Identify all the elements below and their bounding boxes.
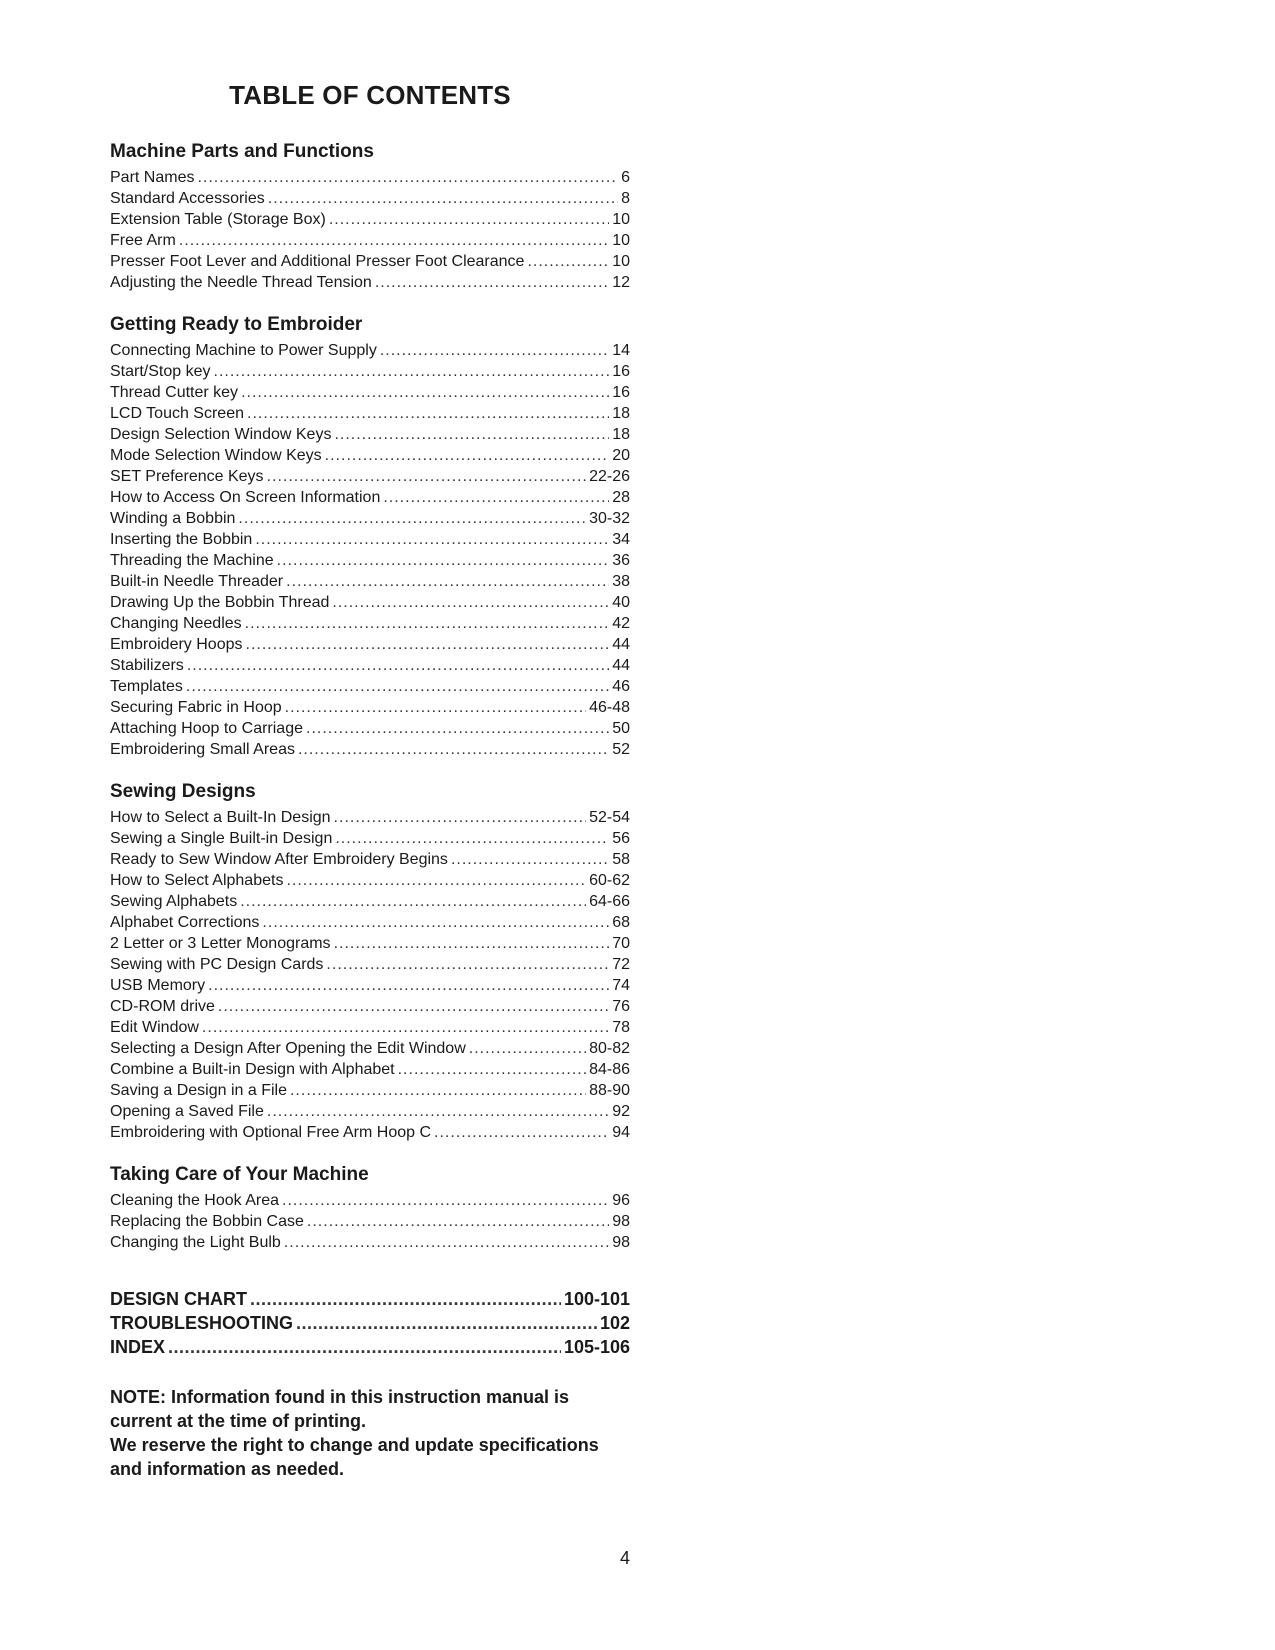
note-line-1: NOTE: Information found in this instruction manual is current at the time of printing. (110, 1387, 569, 1431)
toc-entry (110, 870, 630, 891)
section-heading: Taking Care of Your Machine (110, 1164, 369, 1185)
toc-entry-label: Standard Accessories (110, 190, 265, 207)
toc-entry (110, 445, 630, 466)
dot-leader (298, 739, 609, 760)
table-of-contents (110, 140, 630, 1481)
toc-entry-page: 44 (612, 657, 630, 674)
dot-leader (277, 550, 610, 571)
toc-entry-page: 52 (612, 741, 630, 758)
toc-entry-label: Opening a Saved File (110, 1103, 264, 1120)
dot-leader (245, 613, 610, 634)
toc-entry (110, 1059, 630, 1080)
toc-entry-label: Free Arm (110, 232, 176, 249)
dot-leader (306, 718, 609, 739)
toc-entry (110, 1017, 630, 1038)
dot-leader (250, 1287, 561, 1311)
toc-entry-label: Stabilizers (110, 657, 184, 674)
toc-entry-page: 68 (612, 914, 630, 931)
toc-entry-page: 10 (612, 211, 630, 228)
toc-entry-page: 80-82 (589, 1040, 630, 1057)
dot-leader (469, 1038, 586, 1059)
toc-entry-label: Sewing Alphabets (110, 893, 238, 910)
toc-entry (110, 466, 630, 487)
dot-leader (334, 933, 610, 954)
toc-entry-page: 52-54 (589, 809, 630, 826)
toc-entry (110, 1101, 630, 1122)
toc-entry-page: 42 (612, 615, 630, 632)
toc-entry (110, 167, 630, 188)
toc-entry (110, 975, 630, 996)
toc-entry (110, 954, 630, 975)
toc-entry-label: Part Names (110, 169, 195, 186)
toc-entry-label: Presser Foot Lever and Additional Presser Foot Clearance (110, 253, 525, 270)
toc-entry-page: 20 (612, 447, 630, 464)
toc-entry-page: 100-101 (563, 1289, 630, 1309)
toc-entry (110, 1211, 630, 1232)
dot-leader (168, 1335, 561, 1359)
toc-entry-page: 16 (612, 384, 630, 401)
dot-leader (380, 340, 609, 361)
toc-entry (110, 529, 630, 550)
toc-entry (110, 655, 630, 676)
toc-entry-label: Attaching Hoop to Carriage (110, 720, 303, 737)
toc-entry-label: CD-ROM drive (110, 998, 215, 1015)
toc-entry-label: Drawing Up the Bobbin Thread (110, 594, 330, 611)
toc-entry-label: Replacing the Bobbin Case (110, 1213, 304, 1230)
toc-entry-label: Alphabet Corrections (110, 914, 260, 931)
toc-entry (110, 272, 630, 293)
toc-entry (110, 251, 630, 272)
toc-entry-page: 88-90 (589, 1082, 630, 1099)
toc-entry (110, 487, 630, 508)
toc-entry-page: 10 (612, 253, 630, 270)
toc-entry-page: 76 (612, 998, 630, 1015)
toc-entry-page: 78 (612, 1019, 630, 1036)
dot-leader (527, 251, 609, 272)
toc-entry (110, 508, 630, 529)
dot-leader (218, 996, 609, 1017)
toc-entry-label: How to Select a Built-In Design (110, 809, 331, 826)
toc-entry (110, 1335, 630, 1359)
toc-entry-page: 44 (612, 636, 630, 653)
page-title: TABLE OF CONTENTS (229, 80, 511, 110)
toc-entry (110, 634, 630, 655)
toc-entry-page: 8 (621, 190, 630, 207)
toc-entry (110, 571, 630, 592)
dot-leader (332, 592, 609, 613)
toc-entry-label: Sewing with PC Design Cards (110, 956, 324, 973)
toc-entry (110, 849, 630, 870)
dot-leader (451, 849, 609, 870)
toc-entry-label: Embroidering Small Areas (110, 741, 295, 758)
dot-leader (282, 1190, 609, 1211)
toc-entry-label: LCD Touch Screen (110, 405, 244, 422)
dot-leader (375, 272, 609, 293)
dot-leader (238, 508, 586, 529)
dot-leader (255, 529, 609, 550)
toc-entry-page: 36 (612, 552, 630, 569)
toc-entry-page: 18 (612, 426, 630, 443)
toc-entry-label: Adjusting the Needle Thread Tension (110, 274, 372, 291)
dot-leader (334, 424, 609, 445)
dot-leader (286, 870, 586, 891)
dot-leader (267, 466, 587, 487)
toc-entry (110, 361, 630, 382)
toc-entry-page: 6 (621, 169, 630, 186)
toc-entry-label: SET Preference Keys (110, 468, 264, 485)
toc-entry-label: Saving a Design in a File (110, 1082, 287, 1099)
dot-leader (398, 1059, 586, 1080)
dot-leader (268, 188, 618, 209)
toc-entry-page: 38 (612, 573, 630, 590)
dot-leader (214, 361, 610, 382)
dot-leader (286, 571, 609, 592)
toc-entry-label: Templates (110, 678, 183, 695)
toc-entry-label: DESIGN CHART (110, 1289, 248, 1309)
toc-entry-page: 12 (612, 274, 630, 291)
toc-entry (110, 1038, 630, 1059)
toc-entry-label: Embroidering with Optional Free Arm Hoop C (110, 1124, 432, 1141)
toc-entry (110, 1287, 630, 1311)
toc-entry-label: Changing the Light Bulb (110, 1234, 281, 1251)
toc-entry-page: 10 (612, 232, 630, 249)
dot-leader (187, 655, 609, 676)
dot-leader (186, 676, 609, 697)
toc-entry (110, 828, 630, 849)
dot-leader (208, 975, 609, 996)
dot-leader (325, 445, 610, 466)
toc-entry-page: 22-26 (589, 468, 630, 485)
page-number: 4 (619, 1548, 630, 1568)
toc-entry-label: USB Memory (110, 977, 206, 994)
dot-leader (296, 1311, 597, 1335)
toc-entry-page: 105-106 (563, 1337, 630, 1357)
toc-entry-label: How to Access On Screen Information (110, 489, 381, 506)
toc-entry (110, 340, 630, 361)
major-entries (110, 1287, 630, 1359)
toc-section-getting-ready (110, 313, 630, 760)
toc-entry-page: 92 (612, 1103, 630, 1120)
toc-entry-page: 94 (612, 1124, 630, 1141)
toc-entry (110, 676, 630, 697)
dot-leader (334, 807, 587, 828)
toc-entry-page: 70 (612, 935, 630, 952)
dot-leader (246, 634, 610, 655)
toc-entry (110, 592, 630, 613)
dot-leader (267, 1101, 609, 1122)
toc-entry-label: TROUBLESHOOTING (110, 1313, 293, 1333)
dot-leader (307, 1211, 609, 1232)
toc-entry-page: 102 (599, 1313, 630, 1333)
toc-section-taking-care (110, 1163, 630, 1253)
toc-section-sewing-designs (110, 780, 630, 1143)
dot-leader (241, 382, 609, 403)
toc-entry (110, 697, 630, 718)
toc-entry-page: 16 (612, 363, 630, 380)
section-heading: Machine Parts and Functions (110, 141, 374, 162)
dot-leader (197, 167, 618, 188)
toc-entry (110, 891, 630, 912)
toc-entry-label: Cleaning the Hook Area (110, 1192, 279, 1209)
toc-entry-page: 40 (612, 594, 630, 611)
toc-entry (110, 550, 630, 571)
toc-entry (110, 382, 630, 403)
toc-entry-label: Start/Stop key (110, 363, 211, 380)
toc-entry (110, 739, 630, 760)
dot-leader (284, 1232, 609, 1253)
toc-entry-label: Sewing a Single Built-in Design (110, 830, 333, 847)
toc-entry-page: 14 (612, 342, 630, 359)
toc-entry-label: Changing Needles (110, 615, 242, 632)
toc-entry-page: 30-32 (589, 510, 630, 527)
toc-entry-label: Mode Selection Window Keys (110, 447, 322, 464)
toc-entry-page: 56 (612, 830, 630, 847)
dot-leader (434, 1122, 609, 1143)
toc-entry-label: Thread Cutter key (110, 384, 239, 401)
toc-entry-page: 98 (612, 1213, 630, 1230)
toc-entry (110, 613, 630, 634)
toc-entry-page: 46-48 (589, 699, 630, 716)
dot-leader (329, 209, 609, 230)
section-entries (110, 167, 630, 293)
toc-entry-page: 84-86 (589, 1061, 630, 1078)
toc-entry (110, 424, 630, 445)
toc-entry (110, 718, 630, 739)
section-entries (110, 1190, 630, 1253)
toc-entry-page: 64-66 (589, 893, 630, 910)
toc-entry (110, 209, 630, 230)
toc-entry-label: Securing Fabric in Hoop (110, 699, 282, 716)
toc-entry (110, 403, 630, 424)
toc-entry (110, 230, 630, 251)
toc-entry-page: 98 (612, 1234, 630, 1251)
toc-entry-label: How to Select Alphabets (110, 872, 284, 889)
dot-leader (262, 912, 609, 933)
toc-entry (110, 1080, 630, 1101)
toc-entry-label: 2 Letter or 3 Letter Monograms (110, 935, 331, 952)
toc-entry-page: 28 (612, 489, 630, 506)
toc-entry-label: Extension Table (Storage Box) (110, 211, 326, 228)
toc-entry-label: Built-in Needle Threader (110, 573, 284, 590)
dot-leader (247, 403, 609, 424)
section-entries (110, 807, 630, 1143)
toc-entry-page: 60-62 (589, 872, 630, 889)
toc-entry-label: Threading the Machine (110, 552, 274, 569)
dot-leader (179, 230, 609, 251)
dot-leader (383, 487, 609, 508)
toc-entry-label: INDEX (110, 1337, 166, 1357)
section-heading: Sewing Designs (110, 781, 256, 802)
dot-leader (202, 1017, 609, 1038)
toc-entry-label: Embroidery Hoops (110, 636, 243, 653)
toc-entry-page: 58 (612, 851, 630, 868)
toc-entry-page: 96 (612, 1192, 630, 1209)
toc-entry (110, 933, 630, 954)
toc-entry-label: Combine a Built-in Design with Alphabet (110, 1061, 395, 1078)
toc-section-machine-parts (110, 140, 630, 293)
dot-leader (290, 1080, 586, 1101)
toc-entry-label: Ready to Sew Window After Embroidery Begins (110, 851, 448, 868)
toc-entry (110, 188, 630, 209)
note (110, 1385, 630, 1481)
toc-entry-page: 34 (612, 531, 630, 548)
toc-entry (110, 1232, 630, 1253)
toc-entry-label: Winding a Bobbin (110, 510, 236, 527)
toc-entry-label: Edit Window (110, 1019, 199, 1036)
toc-entry (110, 1122, 630, 1143)
toc-entry-page: 72 (612, 956, 630, 973)
dot-leader (240, 891, 586, 912)
dot-leader (285, 697, 586, 718)
toc-entry-label: Inserting the Bobbin (110, 531, 253, 548)
toc-entry (110, 807, 630, 828)
toc-entry-label: Design Selection Window Keys (110, 426, 332, 443)
toc-entry-page: 46 (612, 678, 630, 695)
dot-leader (326, 954, 609, 975)
section-entries (110, 340, 630, 760)
dot-leader (335, 828, 609, 849)
toc-entry-page: 18 (612, 405, 630, 422)
toc-entry (110, 1190, 630, 1211)
toc-entry (110, 996, 630, 1017)
section-heading: Getting Ready to Embroider (110, 314, 363, 335)
toc-entry-page: 50 (612, 720, 630, 737)
toc-entry (110, 1311, 630, 1335)
toc-entry-page: 74 (612, 977, 630, 994)
toc-entry (110, 912, 630, 933)
note-line-2: We reserve the right to change and update specifications and information as needed. (110, 1435, 599, 1479)
toc-entry-label: Connecting Machine to Power Supply (110, 342, 377, 359)
toc-entry-label: Selecting a Design After Opening the Edit Window (110, 1040, 466, 1057)
